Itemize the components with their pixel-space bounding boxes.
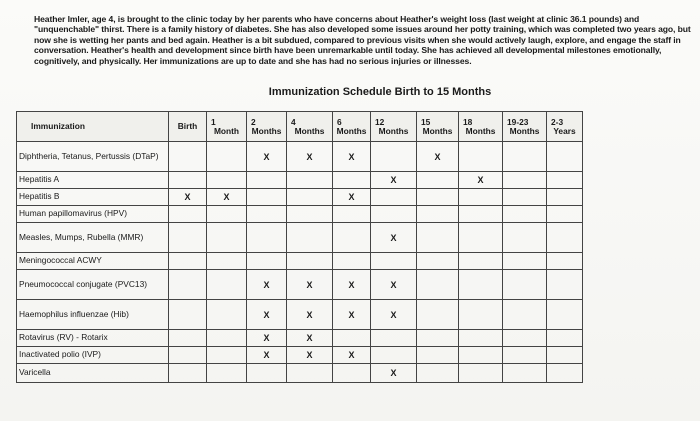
schedule-cell (547, 300, 583, 330)
schedule-cell (547, 253, 583, 270)
header-col-number: 19-23 (507, 116, 529, 127)
schedule-cell (459, 142, 503, 172)
vaccine-name: Rotavirus (RV) - Rotarix (17, 330, 169, 347)
schedule-cell: X (169, 189, 207, 206)
header-col-number: 12 (375, 116, 385, 127)
schedule-cell (547, 142, 583, 172)
schedule-cell (169, 364, 207, 383)
header-col-number: 15 (421, 116, 431, 127)
schedule-cell (417, 172, 459, 189)
schedule-cell (547, 364, 583, 383)
schedule-cell (247, 253, 287, 270)
schedule-cell (547, 270, 583, 300)
schedule-cell: X (247, 142, 287, 172)
schedule-cell: X (247, 270, 287, 300)
schedule-cell (503, 189, 547, 206)
header-col-label: Months (378, 125, 409, 136)
vaccine-name: Pneumococcal conjugate (PVC13) (17, 270, 169, 300)
header-col-label: Months (294, 125, 325, 136)
schedule-cell (169, 142, 207, 172)
schedule-cell (503, 364, 547, 383)
schedule-cell (503, 206, 547, 223)
table-row (17, 206, 583, 223)
schedule-cell (247, 189, 287, 206)
schedule-cell (287, 223, 333, 253)
schedule-cell: X (247, 300, 287, 330)
schedule-cell (547, 330, 583, 347)
vaccine-name: Hepatitis A (17, 172, 169, 189)
schedule-cell: X (417, 142, 459, 172)
schedule-cell (169, 300, 207, 330)
schedule-cell (371, 330, 417, 347)
schedule-cell (247, 223, 287, 253)
schedule-cell: X (247, 347, 287, 364)
header-col-number: 1 (211, 116, 216, 127)
schedule-cell (169, 172, 207, 189)
header-col-label: Months (422, 125, 453, 136)
schedule-cell (207, 172, 247, 189)
schedule-cell (169, 206, 207, 223)
schedule-cell (547, 347, 583, 364)
table-title: Immunization Schedule Birth to 15 Months (268, 86, 492, 98)
header-col-number: 18 (463, 116, 473, 127)
header-immunization: Immunization (17, 112, 169, 142)
schedule-cell (207, 253, 247, 270)
schedule-cell (333, 330, 371, 347)
table-row (17, 300, 583, 330)
table-row (17, 347, 583, 364)
schedule-cell (459, 223, 503, 253)
schedule-cell: X (333, 189, 371, 206)
schedule-cell: X (371, 364, 417, 383)
schedule-cell (417, 223, 459, 253)
table-row (17, 189, 583, 206)
schedule-cell (459, 347, 503, 364)
schedule-cell: X (287, 347, 333, 364)
header-col-0 (169, 112, 207, 142)
header-col-8 (503, 112, 547, 142)
table-row (17, 330, 583, 347)
schedule-cell (547, 206, 583, 223)
schedule-cell (371, 142, 417, 172)
table-row (17, 253, 583, 270)
header-col-1 (207, 112, 247, 142)
schedule-cell (287, 364, 333, 383)
schedule-cell (503, 270, 547, 300)
schedule-cell (247, 206, 287, 223)
vaccine-name: Diphtheria, Tetanus, Pertussis (DTaP) (17, 142, 169, 172)
vaccine-name: Measles, Mumps, Rubella (MMR) (17, 223, 169, 253)
schedule-cell (169, 270, 207, 300)
schedule-cell (503, 300, 547, 330)
schedule-cell (207, 330, 247, 347)
table-row (17, 223, 583, 253)
header-col-label: Month (213, 125, 240, 136)
schedule-cell (207, 223, 247, 253)
table-header-row (17, 112, 583, 142)
vaccine-name: Hepatitis B (17, 189, 169, 206)
header-col-3 (287, 112, 333, 142)
schedule-cell (417, 300, 459, 330)
schedule-cell (333, 253, 371, 270)
schedule-cell (547, 223, 583, 253)
schedule-cell (503, 347, 547, 364)
schedule-cell (547, 172, 583, 189)
schedule-cell (417, 270, 459, 300)
table-row (17, 142, 583, 172)
schedule-cell (333, 172, 371, 189)
schedule-cell: X (287, 142, 333, 172)
schedule-cell (169, 330, 207, 347)
table-row (17, 172, 583, 189)
table-row (17, 270, 583, 300)
schedule-cell (371, 347, 417, 364)
schedule-cell: X (459, 172, 503, 189)
schedule-cell: X (371, 172, 417, 189)
schedule-cell: X (247, 330, 287, 347)
schedule-cell (459, 189, 503, 206)
schedule-cell (169, 223, 207, 253)
schedule-cell (207, 206, 247, 223)
schedule-cell: X (333, 347, 371, 364)
schedule-cell (459, 253, 503, 270)
schedule-cell (287, 172, 333, 189)
vaccine-name: Human papillomavirus (HPV) (17, 206, 169, 223)
schedule-cell (503, 142, 547, 172)
header-col-label: Months (336, 125, 367, 136)
schedule-cell (287, 253, 333, 270)
schedule-cell (459, 300, 503, 330)
schedule-cell (371, 253, 417, 270)
header-col-5 (371, 112, 417, 142)
schedule-cell (459, 364, 503, 383)
schedule-cell (417, 253, 459, 270)
schedule-cell (459, 206, 503, 223)
header-col-4 (333, 112, 371, 142)
schedule-cell (417, 330, 459, 347)
schedule-cell (503, 223, 547, 253)
schedule-cell (247, 364, 287, 383)
header-col-number: 2 (251, 116, 256, 127)
schedule-cell: X (371, 300, 417, 330)
schedule-cell (207, 300, 247, 330)
vaccine-name: Inactivated polio (IVP) (17, 347, 169, 364)
table-row (17, 364, 583, 383)
header-col-label: Birth (177, 121, 198, 131)
schedule-cell (287, 189, 333, 206)
schedule-cell (503, 330, 547, 347)
case-paragraph: Heather Imler, age 4, is brought to the clinic today by her parents who have concerns about Heather's weight loss (last weight at clinic 36.1 pounds) and "unquenchable" thirst. There is a family history of diabetes. She has also developed some issues around her potty training, which was completed two years ago, but now she is wetting her pants and bed again. Heather is a bit subdued, compared to previous visits when she would actively laugh, explore, and engage the staff in conversation. Heather's health and development since birth have been unremarkable until today. She has achieved all developmental milestones emotionally, cognitively, and physically. Her immunizations are up to date and she has had no serious injuries or illnesses. (34, 14, 691, 66)
schedule-cell: X (333, 270, 371, 300)
schedule-cell (417, 206, 459, 223)
schedule-cell: X (333, 142, 371, 172)
schedule-cell (333, 206, 371, 223)
schedule-cell (417, 347, 459, 364)
header-col-number: 4 (291, 116, 296, 127)
schedule-cell (287, 206, 333, 223)
vaccine-name: Haemophilus influenzae (Hib) (17, 300, 169, 330)
header-col-9 (547, 112, 583, 142)
header-col-number: 6 (337, 116, 342, 127)
schedule-cell (207, 142, 247, 172)
header-col-label: Months (509, 125, 540, 136)
header-col-number: 2-3 (551, 116, 564, 127)
schedule-cell (417, 189, 459, 206)
schedule-cell: X (333, 300, 371, 330)
schedule-cell (371, 189, 417, 206)
schedule-cell (207, 270, 247, 300)
schedule-cell (333, 364, 371, 383)
vaccine-name: Varicella (17, 364, 169, 383)
schedule-cell: X (207, 189, 247, 206)
schedule-cell (169, 347, 207, 364)
schedule-cell (333, 223, 371, 253)
immunization-table (16, 111, 583, 383)
schedule-cell (547, 189, 583, 206)
vaccine-name: Meningococcal ACWY (17, 253, 169, 270)
schedule-cell: X (287, 300, 333, 330)
header-col-7 (459, 112, 503, 142)
header-col-label: Years (553, 125, 576, 136)
table-body (17, 142, 583, 383)
schedule-cell: X (287, 330, 333, 347)
header-col-label: Months (465, 125, 496, 136)
schedule-cell: X (371, 270, 417, 300)
schedule-cell (371, 206, 417, 223)
schedule-cell: X (371, 223, 417, 253)
schedule-cell (169, 253, 207, 270)
schedule-cell (459, 270, 503, 300)
schedule-cell (459, 330, 503, 347)
schedule-cell (247, 172, 287, 189)
schedule-cell (207, 364, 247, 383)
schedule-cell (503, 253, 547, 270)
header-col-label: Months (251, 125, 282, 136)
schedule-cell (207, 347, 247, 364)
header-col-6 (417, 112, 459, 142)
schedule-cell (503, 172, 547, 189)
schedule-cell: X (287, 270, 333, 300)
schedule-cell (417, 364, 459, 383)
header-col-2 (247, 112, 287, 142)
